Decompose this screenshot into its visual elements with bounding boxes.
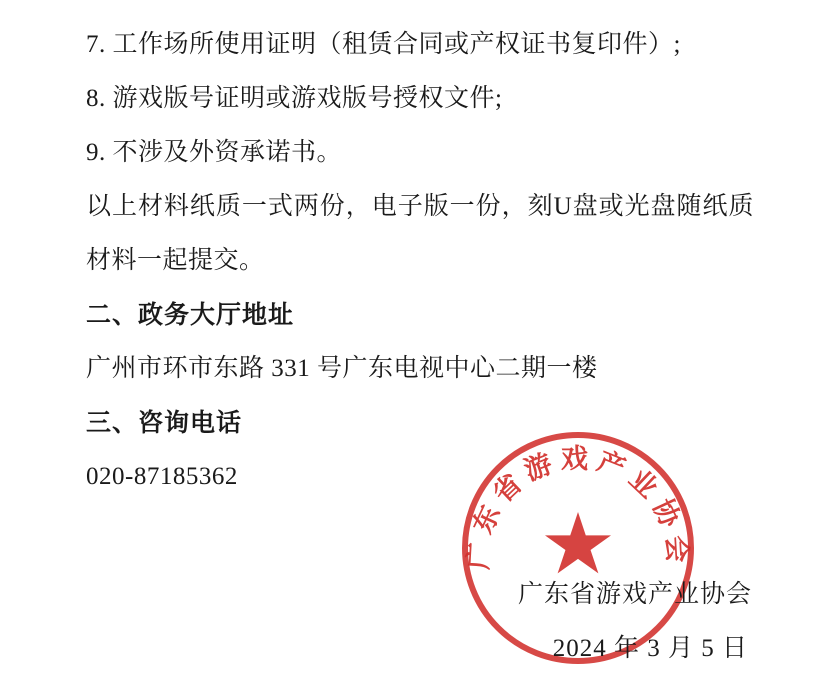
section-heading-three: 三、咨询电话 bbox=[86, 408, 243, 437]
submission-note-paragraph: 以上材料纸质一式两份，电子版一份，刻U盘或光盘随纸质材料一起提交。 bbox=[86, 193, 754, 274]
list-item: 8. 游戏版号证明或游戏版号授权文件; bbox=[86, 85, 503, 112]
signing-date: 2024 年 3 月 5 日 bbox=[552, 635, 748, 662]
signature-block bbox=[518, 568, 752, 676]
signing-organization: 广东省游戏产业协会 bbox=[517, 581, 752, 608]
contact-phone: 020-87185362 bbox=[86, 463, 238, 490]
svg-text:广东省游戏产业协会: 广东省游戏产业协会 bbox=[463, 444, 693, 571]
list-item: 9. 不涉及外资承诺书。 bbox=[86, 139, 343, 166]
list-item: 7. 工作场所使用证明（租赁合同或产权证书复印件）; bbox=[86, 31, 681, 58]
section-heading-two: 二、政务大厅地址 bbox=[86, 300, 295, 329]
office-address: 广州市环市东路 331 号广东电视中心二期一楼 bbox=[86, 355, 598, 382]
